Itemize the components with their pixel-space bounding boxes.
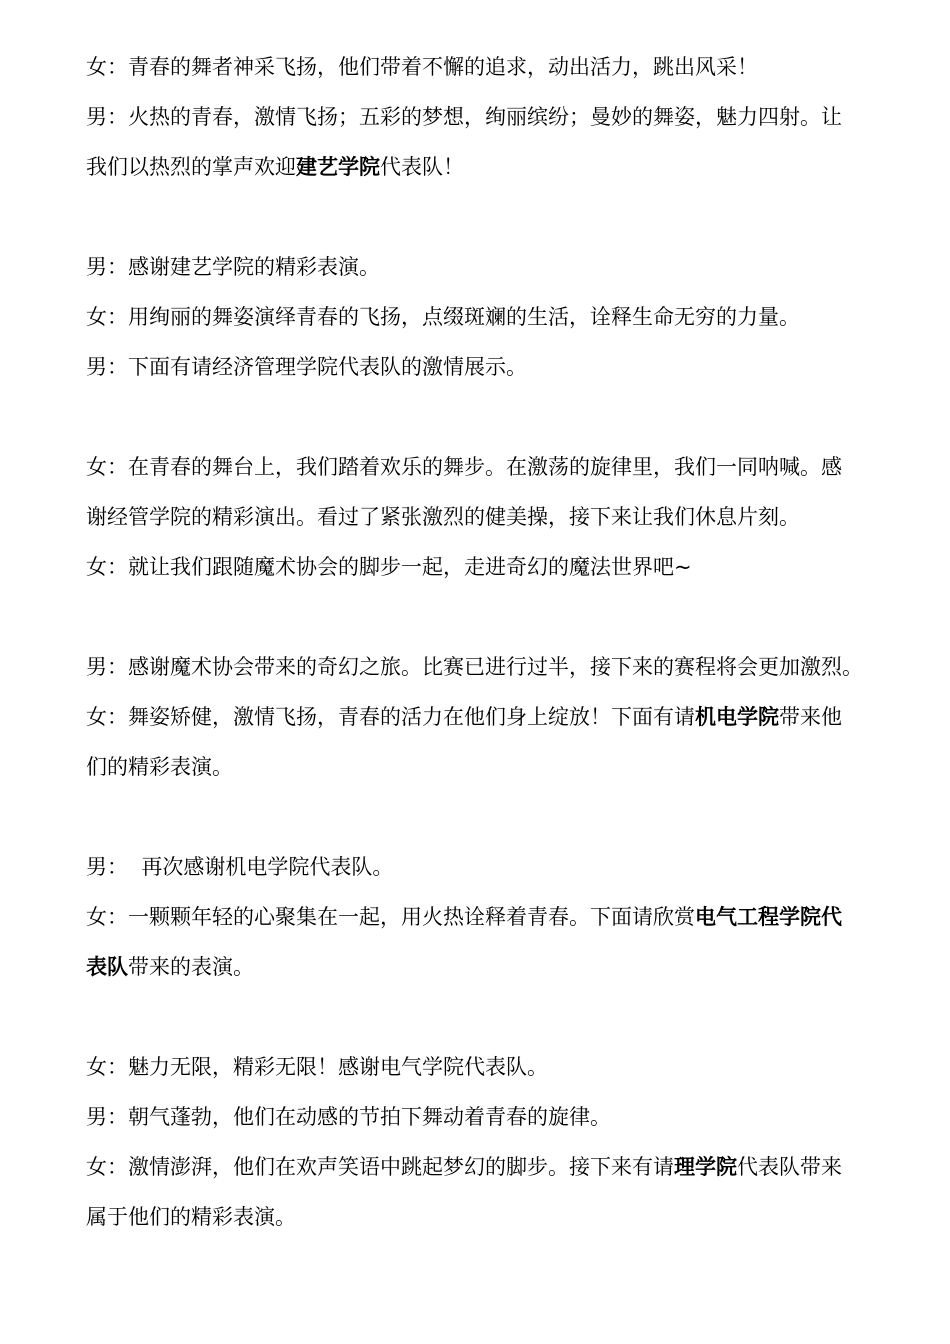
text-line: 男：感谢魔术协会带来的奇幻之旅。比赛已进行过半，接下来的赛程将会更加激烈。 — [86, 655, 863, 679]
text-line: 谢经管学院的精彩演出。看过了紧张激烈的健美操，接下来让我们休息片刻。 — [86, 505, 800, 529]
text-line: 们的精彩表演。 — [86, 755, 233, 779]
paragraph-gap — [86, 392, 896, 442]
script-document — [86, 42, 896, 1242]
text-line: 男：感谢建艺学院的精彩表演。 — [86, 255, 380, 279]
text-line: 女：用绚丽的舞姿演绎青春的飞扬，点缀斑斓的生活，诠释生命无穷的力量。 — [86, 305, 800, 329]
text-line: 女：舞姿矫健，激情飞扬，青春的活力在他们身上绽放！下面有请机电学院带来他 — [86, 705, 842, 729]
text-line: 表队带来的表演。 — [86, 955, 254, 979]
bold-college-name: 建艺学院 — [296, 155, 380, 179]
text-line: 属于他们的精彩表演。 — [86, 1205, 296, 1229]
text-line: 女：一颗颗年轻的心聚集在一起，用火热诠释着青春。下面请欣赏电气工程学院代 — [86, 905, 842, 929]
bold-college-name: 理学院 — [674, 1155, 737, 1179]
text-line: 我们以热烈的掌声欢迎建艺学院代表队！ — [86, 155, 464, 179]
text-line: 女：魅力无限，精彩无限！感谢电气学院代表队。 — [86, 1055, 548, 1079]
text-line: 男：下面有请经济管理学院代表队的激情展示。 — [86, 355, 527, 379]
paragraph-gap — [86, 592, 896, 642]
paragraph-gap — [86, 192, 896, 242]
text-line: 男：朝气蓬勃，他们在动感的节拍下舞动着青春的旋律。 — [86, 1105, 611, 1129]
text-line: 女：青春的舞者神采飞扬，他们带着不懈的追求，动出活力，跳出风采！ — [86, 55, 758, 79]
paragraph-gap — [86, 992, 896, 1042]
text-line: 女：就让我们跟随魔术协会的脚步一起，走进奇幻的魔法世界吧~ — [86, 555, 692, 579]
bold-college-name: 电气工程学院代 — [695, 905, 842, 929]
text-line: 男：火热的青春，激情飞扬；五彩的梦想，绚丽缤纷；曼妙的舞姿，魅力四射。让 — [86, 105, 842, 129]
bold-college-name: 机电学院 — [695, 705, 779, 729]
paragraph-gap — [86, 792, 896, 842]
text-line: 女：激情澎湃，他们在欢声笑语中跳起梦幻的脚步。接下来有请理学院代表队带来 — [86, 1155, 842, 1179]
bold-college-name: 表队 — [86, 955, 128, 979]
text-line: 女：在青春的舞台上，我们踏着欢乐的舞步。在激荡的旋律里，我们一同呐喊。感 — [86, 455, 842, 479]
text-line: 男： 再次感谢机电学院代表队。 — [86, 855, 394, 879]
